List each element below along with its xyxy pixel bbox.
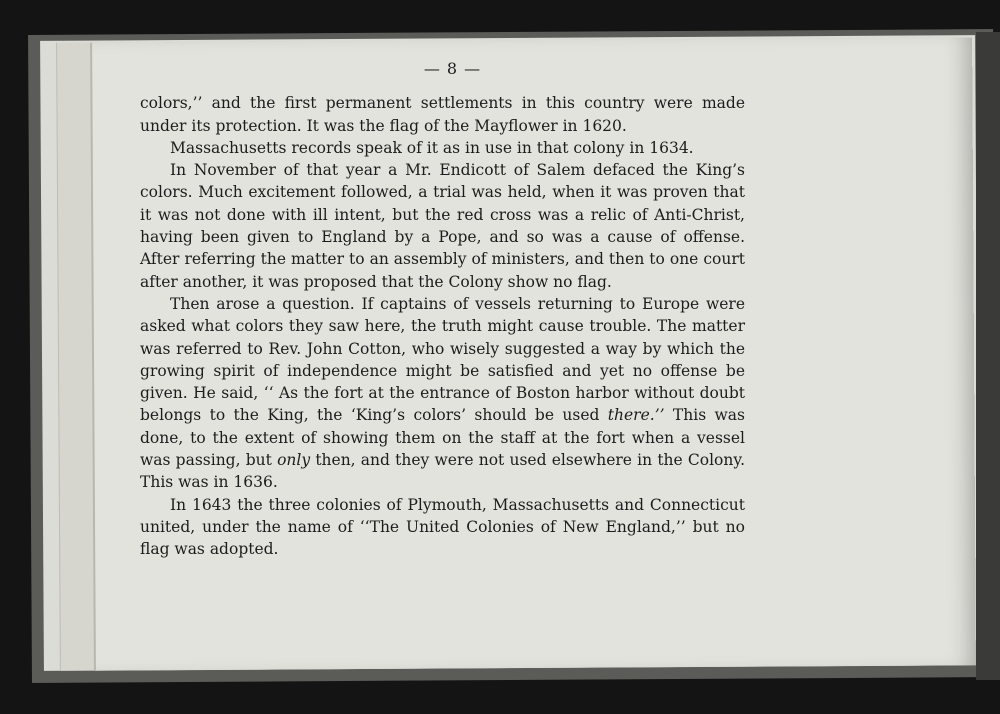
page-number: — 8 — <box>423 59 482 78</box>
page-text-block <box>140 58 745 561</box>
paragraph-text: In November of that year a Mr. Endicott of Salem defaced the King’s colors. Much excitement followed, a trial was held, when it was proven that it was not done with ill intent, but the red cross was a relic of Anti-Christ, having been given to England by a Pope, and so was a cause of offense. After referring the matter to an assembly of ministers, and then to one court after another, it was proposed that the Colony show no flag. <box>140 161 745 291</box>
paragraph-text: colors,’’ and the first permanent settlements in this country were made under its protection. It was the flag of the Mayflower in 1620. <box>140 94 745 135</box>
paragraph-4 <box>140 293 745 494</box>
paragraph-text: In 1643 the three colonies of Plymouth, Massachusetts and Connecticut united, under the name of ‘‘The United Colonies of New England,’’ but no flag was adopted. <box>140 495 745 559</box>
paragraph-3 <box>140 159 745 293</box>
paragraph-text: This was done, to the extent of showing them on the staff at the fort when a vessel was passing, but <box>140 406 745 470</box>
paragraph-5 <box>140 494 745 561</box>
binding-edge <box>976 32 1000 680</box>
paragraph-1 <box>140 92 745 137</box>
paragraph-text: then, and they were not used elsewhere in the Colony. This was in 1636. <box>140 451 745 492</box>
emphasis-there: there.’’ <box>607 406 665 425</box>
paragraph-2 <box>140 137 745 159</box>
paragraph-text: Massachusetts records speak of it as in use in that colony in 1634. <box>170 138 694 157</box>
paragraph-text: Then arose a question. If captains of vessels returning to Europe were asked what colors they saw here, the truth might cause trouble. The matter was referred to Rev. John Cotton, who wisely suggested a way by which the growing spirit of independence might be satisfied and yet no offense be given. He said, ‘‘ As the fort at the entrance of Boston harbor without doubt belongs to the King, the ‘King’s colors’ should be used <box>140 294 745 425</box>
emphasis-only: only <box>277 451 311 470</box>
